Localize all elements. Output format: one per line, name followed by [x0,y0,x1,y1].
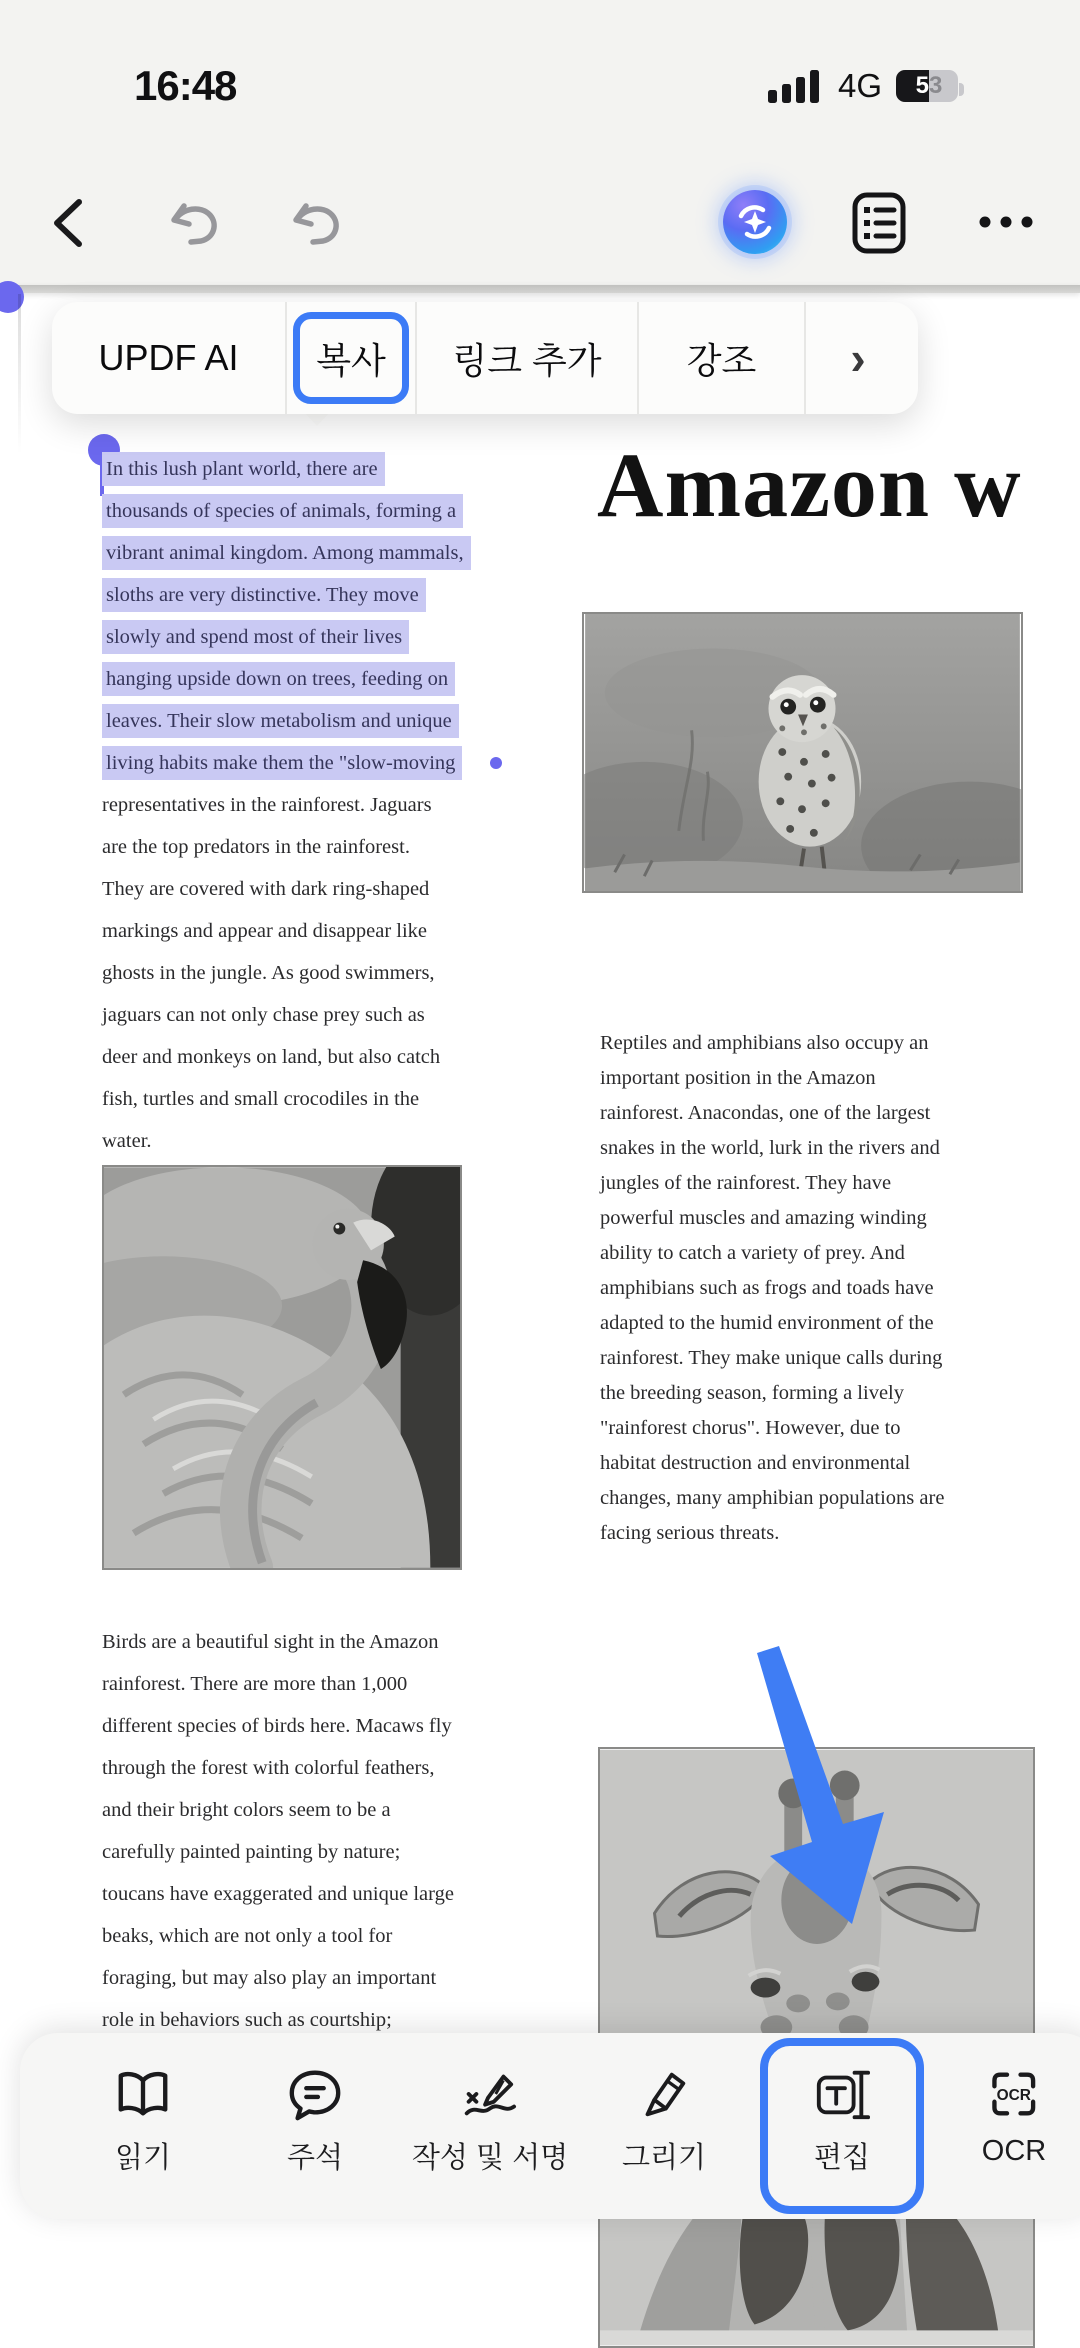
text-line: living habits make them the "slow-moving [102,746,462,780]
text-line: markings and appear and disappear like [102,920,428,942]
text-line: slowly and spend most of their lives [102,620,409,654]
text-line: rainforest. Anacondas, one of the largest [600,1102,931,1124]
text-line: leaves. Their slow metabolism and unique [102,704,459,738]
tab-label: 그리기 [621,2142,707,2174]
cellular-signal-icon [768,69,824,103]
menu-item-highlight[interactable] [637,302,804,414]
text-line: In this lush plant world, there are [102,452,385,486]
menu-item-copy[interactable] [285,302,415,414]
text-line: water. [102,1130,152,1152]
text-line: changes, many amphibian populations are [600,1487,945,1509]
tab-label: 편집 [813,2142,871,2174]
text-line: through the forest with colorful feathers, [102,1757,435,1779]
signature-pen-icon [459,2065,521,2123]
owl-photo [582,612,1023,893]
flamingo-photo [102,1165,462,1570]
page-title: Amazon w [597,434,1022,536]
tab-label: 작성 및 서명 [411,2142,569,2174]
copy-highlight-ring [293,312,409,404]
ai-sparkle-icon [723,190,787,254]
text-line: hanging upside down on trees, feeding on [102,662,455,696]
text-line: representatives in the rainforest. Jaguars [102,794,432,816]
paragraph-birds [102,1625,454,2045]
redo-button[interactable] [287,198,345,248]
toolbar-divider [0,285,1080,293]
text-line: They are covered with dark ring-shaped [102,878,430,900]
text-line: and their bright colors seem to be a [102,1799,391,1821]
edit-text-icon [811,2065,873,2123]
tab-annotate[interactable] [284,2065,346,2176]
menu-more-chevron[interactable] [804,302,910,414]
page-edge-shadow [18,294,21,454]
text-line: Reptiles and amphibians also occupy an [600,1032,929,1054]
tab-edit[interactable] [811,2065,873,2176]
menu-item-label: 링크 추가 [452,339,602,381]
text-line: deer and monkeys on land, but also catch [102,1046,441,1068]
selected-text-block[interactable] [102,452,471,788]
tab-label: OCR [981,2135,1047,2167]
text-line: snakes in the world, lurk in the rivers and [600,1137,940,1159]
text-line: toucans have exaggerated and unique large [102,1883,454,1905]
menu-item-label: 복사 [316,339,386,381]
text-line: the breeding season, forming a lively [600,1382,904,1404]
text-line: Birds are a beautiful sight in the Amazon [102,1631,439,1653]
undo-button[interactable] [165,198,223,248]
text-line: "rainforest chorus". However, due to [600,1417,901,1439]
paragraph-jaguars [102,788,440,1166]
outline-list-button[interactable] [851,192,907,254]
text-line: important position in the Amazon [600,1067,876,1089]
text-line: jaguars can not only chase prey such as [102,1004,425,1026]
pencil-icon [633,2065,695,2123]
text-line: vibrant animal kingdom. Among mammals, [102,536,471,570]
book-icon [112,2065,174,2123]
status-indicators [768,66,964,106]
text-line: facing serious threats. [600,1522,780,1544]
text-line: powerful muscles and amazing winding [600,1207,927,1229]
menu-item-label: UPDF AI [98,337,239,378]
menu-item-updf-ai[interactable] [52,302,285,414]
text-line: foraging, but may also play an important [102,1967,437,1989]
paragraph-reptiles [600,1030,944,1555]
menu-item-add-link[interactable] [415,302,637,414]
selection-handle-end[interactable] [490,757,502,769]
tab-draw[interactable] [622,2065,706,2176]
header-bar [0,0,1080,288]
text-line: are the top predators in the rainforest. [102,836,410,858]
text-line: ghosts in the jungle. As good swimmers, [102,962,435,984]
battery-icon [896,70,964,102]
text-line: rainforest. There are more than 1,000 [102,1673,408,1695]
text-line: amphibians such as frogs and toads have [600,1277,934,1299]
text-line: beaks, which are not only a tool for [102,1925,393,1947]
text-line: habitat destruction and environmental [600,1452,911,1474]
text-line: different species of birds here. Macaws fly [102,1715,452,1737]
text-line: rainforest. They make unique calls during [600,1347,943,1369]
text-line: jungles of the rainforest. They have [600,1172,892,1194]
text-line: role in behaviors such as courtship; [102,2009,392,2031]
text-line: carefully painted painting by nature; [102,1841,401,1863]
svg-text:OCR: OCR [996,2086,1032,2104]
comment-bubble-icon [284,2065,346,2123]
status-time: 16:48 [134,62,237,109]
tab-label: 읽기 [114,2142,172,2174]
back-button[interactable] [48,196,88,250]
battery-digit-right: 3 [929,72,943,99]
chevron-right-icon: › [850,332,866,384]
more-options-button[interactable] [975,212,1037,232]
network-type-label: 4G [838,67,883,104]
pointer-arrow-annotation [680,1630,910,1940]
menu-item-label: 강조 [686,339,757,381]
text-line: thousands of species of animals, forming a [102,494,463,528]
tab-fill-sign[interactable] [412,2065,568,2176]
tab-ocr[interactable] [982,2065,1046,2168]
text-line: sloths are very distinctive. They move [102,578,426,612]
battery-digit-left: 5 [915,72,930,99]
text-line: fish, turtles and small crocodiles in the [102,1088,420,1110]
ocr-icon [983,2065,1045,2123]
bottom-toolbar [20,2033,1080,2219]
tab-read[interactable] [112,2065,174,2176]
updf-ai-button[interactable] [723,190,787,254]
tab-label: 주석 [286,2142,344,2174]
text-line: ability to catch a variety of prey. And [600,1242,905,1264]
selection-context-menu [52,302,918,414]
text-line: adapted to the humid environment of the [600,1312,934,1334]
